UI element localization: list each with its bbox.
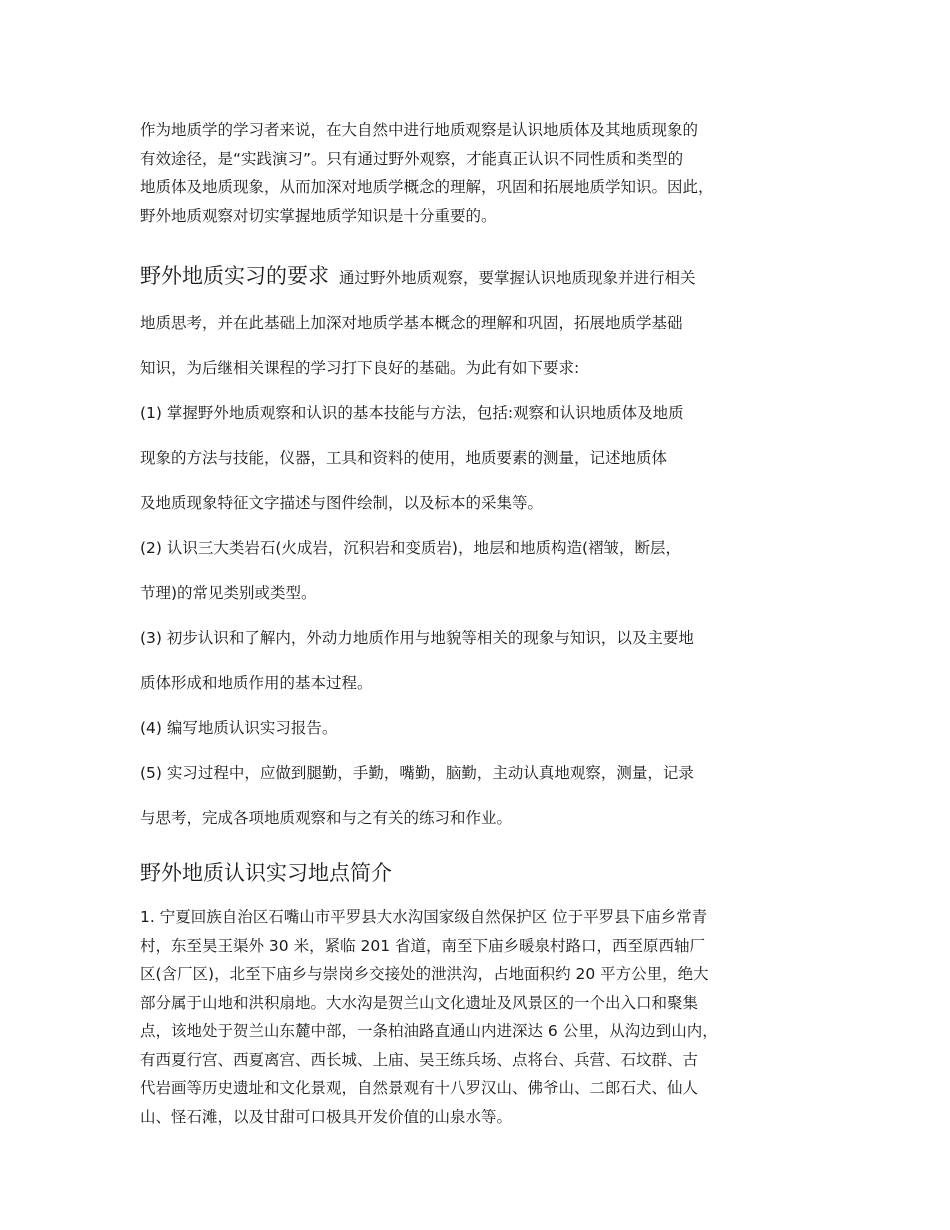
- requirement-item-3: [140, 616, 812, 706]
- locations-line: 村，东至昊王渠外 30 米，紧临 201 省道，南至下庙乡暖泉村路口，西至原西轴厂: [140, 936, 706, 955]
- locations-line: 有西夏行宫、西夏离宫、西长城、上庙、吴王练兵场、点将台、兵营、石坟群、古: [140, 1050, 699, 1069]
- requirement-line: 与思考，完成各项地质观察和与之有关的练习和作业。: [140, 809, 513, 827]
- requirements-intro-text: 通过野外地质观察，要掌握认识地质现象并进行相关: [339, 269, 696, 287]
- locations-line: 代岩画等历史遗址和文化景观，自然景观有十八罗汉山、佛爷山、二郎石犬、仙人: [140, 1079, 699, 1097]
- requirement-item-1: [140, 391, 812, 526]
- requirements-intro-line: 知识，为后继相关课程的学习打下良好的基础。为此有如下要求:: [140, 359, 580, 377]
- intro-line: 野外地质观察对切实掌握地质学知识是十分重要的。: [140, 206, 497, 225]
- requirement-line: (2) 认识三大类岩石(火成岩，沉积岩和变质岩)，地层和地质构造(褶皱，断层，: [140, 539, 682, 557]
- intro-paragraph: [140, 116, 812, 230]
- intro-line: 地质体及地质现象，从而加深对地质学概念的理解，巩固和拓展地质学知识。因此，: [140, 178, 714, 196]
- requirement-line: 节理)的常见类别或类型。: [140, 584, 317, 602]
- requirement-line: 及地质现象特征文字描述与图件绘制，以及标本的采集等。: [140, 494, 544, 512]
- requirements-intro-line: 地质思考，并在此基础上加深对地质学基本概念的理解和巩固，拓展地质学基础: [140, 314, 683, 332]
- requirement-line: 质体形成和地质作用的基本过程。: [140, 674, 373, 692]
- requirement-item-4: [140, 706, 812, 751]
- requirement-line: (5) 实习过程中，应做到腿勤，手勤，嘴勤，脑勤，主动认真地观察，测量，记录: [140, 764, 694, 782]
- locations-line: 山、怪石滩，以及甘甜可口极具开发价值的山泉水等。: [140, 1107, 513, 1126]
- requirement-line: 现象的方法与技能，仪器，工具和资料的使用，地质要素的测量，记述地质体: [140, 449, 668, 467]
- document-page: [140, 116, 812, 1131]
- requirement-line: (4) 编写地质认识实习报告。: [140, 719, 338, 737]
- requirements-first-line: [140, 254, 812, 301]
- intro-line: 作为地质学的学习者来说，在大自然中进行地质观察是认识地质体及其地质现象的: [140, 121, 699, 139]
- requirements-heading: 野外地质实习的要求: [140, 264, 329, 288]
- requirement-item-2: [140, 526, 812, 616]
- requirements-section: [140, 254, 812, 841]
- locations-heading: 野外地质认识实习地点简介: [140, 861, 392, 885]
- locations-paragraph: [140, 903, 812, 1131]
- locations-line: 1. 宁夏回族自治区石嘴山市平罗县大水沟国家级自然保护区 位于平罗县下庙乡常青: [140, 908, 708, 926]
- requirement-line: (3) 初步认识和了解内，外动力地质作用与地貌等相关的现象与知识，以及主要地: [140, 629, 694, 647]
- requirement-line: (1) 掌握野外地质观察和认识的基本技能与方法，包括:观察和认识地质体及地质: [140, 404, 684, 422]
- intro-line: 有效途径，是“实践演习”。只有通过野外观察，才能真正认识不同性质和类型的: [140, 149, 684, 168]
- locations-line: 点，该地处于贺兰山东麓中部，一条柏油路直通山内进深达 6 公里，从沟边到山内，: [140, 1022, 718, 1040]
- locations-line: 部分属于山地和洪积扇地。大水沟是贺兰山文化遗址及风景区的一个出入口和聚集: [140, 993, 699, 1012]
- locations-line: 区(含厂区)，北至下庙乡与崇岗乡交接处的泄洪沟，占地面积约 20 平方公里，绝大: [140, 965, 709, 983]
- requirement-item-5: [140, 751, 812, 841]
